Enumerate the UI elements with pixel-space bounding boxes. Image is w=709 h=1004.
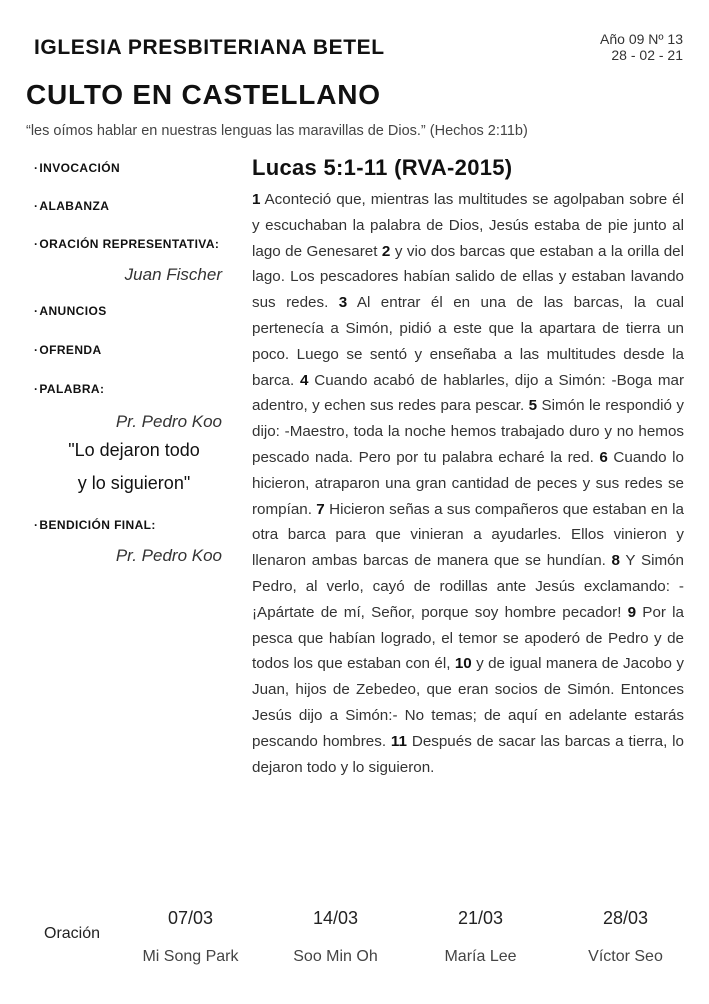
verse-text: Aconteció que, mientras las multitudes se agolpaban sobre él y escuchaban la palabra de Dios, Jesús estaba de pie junto al lago de Genesaret [252, 191, 684, 260]
order-bendicion: · BENDICIÓN FINAL: [34, 518, 244, 532]
prayer-name: María Lee [444, 948, 517, 965]
verse-text: Hicieron señas a sus compañeros que estaban en la otra barca para que vinieran a ayudarles. Ellos vinieron y llenaron ambas barcas de manera que se hundían. [252, 500, 684, 570]
service-title: CULTO EN CASTELLANO [26, 79, 381, 110]
order-oracion: · ORACIÓN REPRESENTATIVA: [34, 237, 244, 251]
verse-text: Cuando acabó de hablarles, dijo a Simón: -Boga mar adentro, y echen sus redes para pescar. [252, 371, 684, 415]
prayer-schedule-label: Oración [44, 925, 101, 942]
reading-passage [252, 187, 684, 780]
order-palabra-by: Pr. Pedro Koo [115, 412, 222, 431]
prayer-entry [408, 906, 553, 966]
sermon-title-line1: "Lo dejaron todo [68, 440, 200, 460]
service-quote: “les oímos hablar en nuestras lenguas las maravillas de Dios.” (Hechos 2:11b) [26, 123, 528, 139]
prayer-schedule [118, 906, 698, 966]
prayer-entry [263, 906, 408, 966]
verse-number: 9 [627, 603, 637, 621]
prayer-entry [118, 906, 263, 966]
reading-section [252, 155, 684, 780]
verse-text: Después de sacar las barcas a tierra, lo dejaron todo y lo siguieron. [252, 732, 684, 776]
verse-text: Y Simón Pedro, al verlo, cayó de rodillas ante Jesús exclamando: -¡Apártate de mí, Señor, porque soy hombre pecador! [252, 552, 684, 621]
verse-number: 11 [390, 732, 407, 750]
issue-date: 28 - 02 - 21 [611, 47, 683, 63]
verse-number: 4 [300, 371, 309, 389]
order-alabanza: · ALABANZA [34, 199, 244, 213]
prayer-name: Soo Min Oh [293, 948, 378, 965]
order-bendicion-by: Pr. Pedro Koo [115, 546, 222, 565]
verse-number: 2 [381, 242, 391, 260]
verse-number: 10 [454, 655, 472, 673]
verse-number: 6 [599, 448, 608, 466]
verse-number: 7 [316, 500, 325, 518]
verse-number: 1 [252, 191, 261, 208]
order-anuncios: · ANUNCIOS [34, 304, 244, 318]
prayer-name: Víctor Seo [588, 948, 663, 965]
reading-reference: Lucas 5:1-11 (RVA-2015) [252, 155, 513, 180]
verse-number: 3 [338, 294, 348, 312]
prayer-date: 28/03 [602, 908, 649, 928]
verse-text: y de igual manera de Jacobo y Juan, hijos de Zebedeo, que eran socios de Simón. Entonces Jesús dijo a Simón:- No temas; de aquí en adelante estarás pescando hombres. [252, 655, 684, 750]
sermon-title-line2: y lo siguieron" [77, 473, 191, 493]
order-invocacion: · INVOCACIÓN [34, 161, 244, 175]
verse-text: Al entrar él en una de las barcas, la cual pertenecía a Simón, pidió a este que la apartara de tierra un poco. Luego se sentó y enseñaba a las multitudes desde la barca. [252, 294, 684, 389]
prayer-name: Mi Song Park [142, 948, 239, 965]
verse-number: 8 [611, 552, 620, 570]
issue-number: Año 09 Nº 13 [600, 31, 683, 47]
verse-text: Simón le respondió y dijo: -Maestro, toda la noche hemos trabajado duro y no hemos pescado nada. Pero por tu palabra echaré la red. [252, 397, 684, 466]
prayer-date: 14/03 [312, 908, 359, 928]
prayer-date: 07/03 [167, 908, 214, 928]
order-palabra: · PALABRA: [34, 382, 244, 396]
order-of-service [34, 158, 244, 566]
verse-text: Por la pesca que habían logrado, el temor se apoderó de Pedro y de todos los que estaban con él, [252, 603, 684, 673]
church-name: IGLESIA PRESBITERIANA BETEL [34, 36, 385, 59]
prayer-date: 21/03 [457, 908, 504, 928]
prayer-entry [553, 906, 698, 966]
order-oracion-by: Juan Fischer [124, 265, 222, 284]
verse-number: 5 [528, 397, 538, 415]
verse-text: Cuando lo hicieron, atraparon una gran cantidad de peces y sus redes se rompían. [252, 448, 684, 518]
issue-info [600, 31, 683, 63]
verse-text: y vio dos barcas que estaban a la orilla del lago. Los pescadores habían salido de ellas y estaban lavando sus redes. [252, 242, 684, 312]
order-ofrenda: · OFRENDA [34, 343, 244, 357]
